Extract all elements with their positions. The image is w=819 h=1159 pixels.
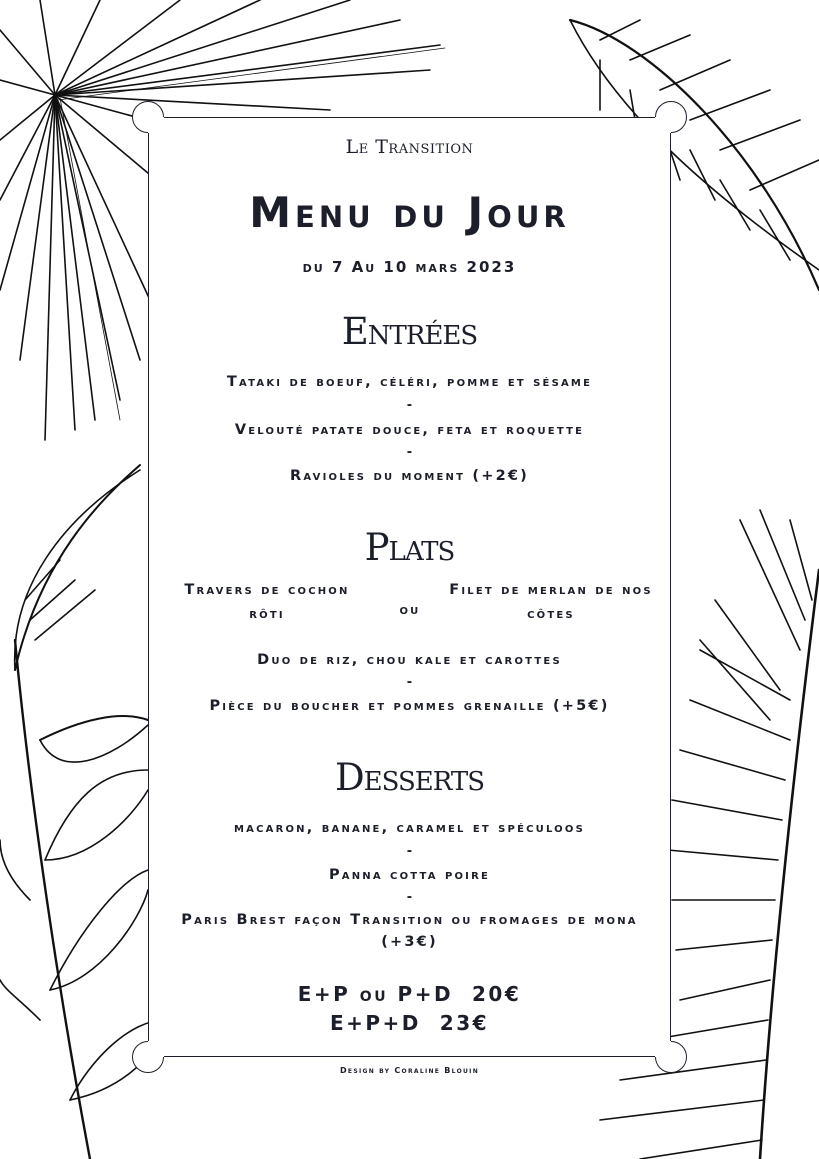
menu-item: Paris Brest façon Transition ou fromages de mona bbox=[181, 912, 638, 928]
menu-dates: du 7 Au 10 mars 2023 bbox=[302, 258, 517, 276]
section-heading-plats: Plats bbox=[364, 526, 455, 569]
menu-choice-line: côtes bbox=[527, 606, 575, 622]
menu-item: macaron, banane, caramel et spéculoos bbox=[234, 820, 585, 836]
menu-choice-right bbox=[440, 578, 662, 626]
menu-item: Velouté patate douce, feta et roquette bbox=[234, 422, 585, 438]
menu-item: Ravioles du moment (+2€) bbox=[290, 468, 529, 484]
menu-item: Panna cotta poire bbox=[328, 867, 491, 883]
menu-choice-line: Filet de merlan de nos bbox=[449, 582, 653, 598]
menu-item-price-note: (+3€) bbox=[381, 934, 438, 950]
design-credit: Design by Coraline Blouin bbox=[339, 1066, 480, 1075]
restaurant-name: Le Transition bbox=[345, 136, 474, 158]
menu-choice-left bbox=[176, 578, 358, 626]
item-separator: - bbox=[406, 844, 413, 859]
menu-choice-line: rôti bbox=[249, 606, 285, 622]
page-title: Menu du Jour bbox=[249, 188, 570, 237]
menu-item: Duo de riz, chou kale et carottes bbox=[257, 652, 562, 668]
menu-choice-or: ou bbox=[399, 602, 421, 618]
formula-price: E+P ou P+D 20€ bbox=[297, 982, 522, 1006]
item-separator: - bbox=[406, 445, 413, 460]
item-separator: - bbox=[406, 890, 413, 905]
section-heading-desserts: Desserts bbox=[334, 756, 485, 799]
item-separator: - bbox=[406, 675, 413, 690]
menu-choice-line: Travers de cochon bbox=[184, 582, 350, 598]
formula-price: E+P+D 23€ bbox=[329, 1011, 490, 1035]
menu-item: Pièce du boucher et pommes grenaille (+5€) bbox=[209, 698, 610, 714]
item-separator: - bbox=[406, 398, 413, 413]
menu-item: Tataki de boeuf, céléri, pomme et sésame bbox=[226, 374, 593, 390]
section-heading-entrees: Entrées bbox=[341, 310, 478, 353]
